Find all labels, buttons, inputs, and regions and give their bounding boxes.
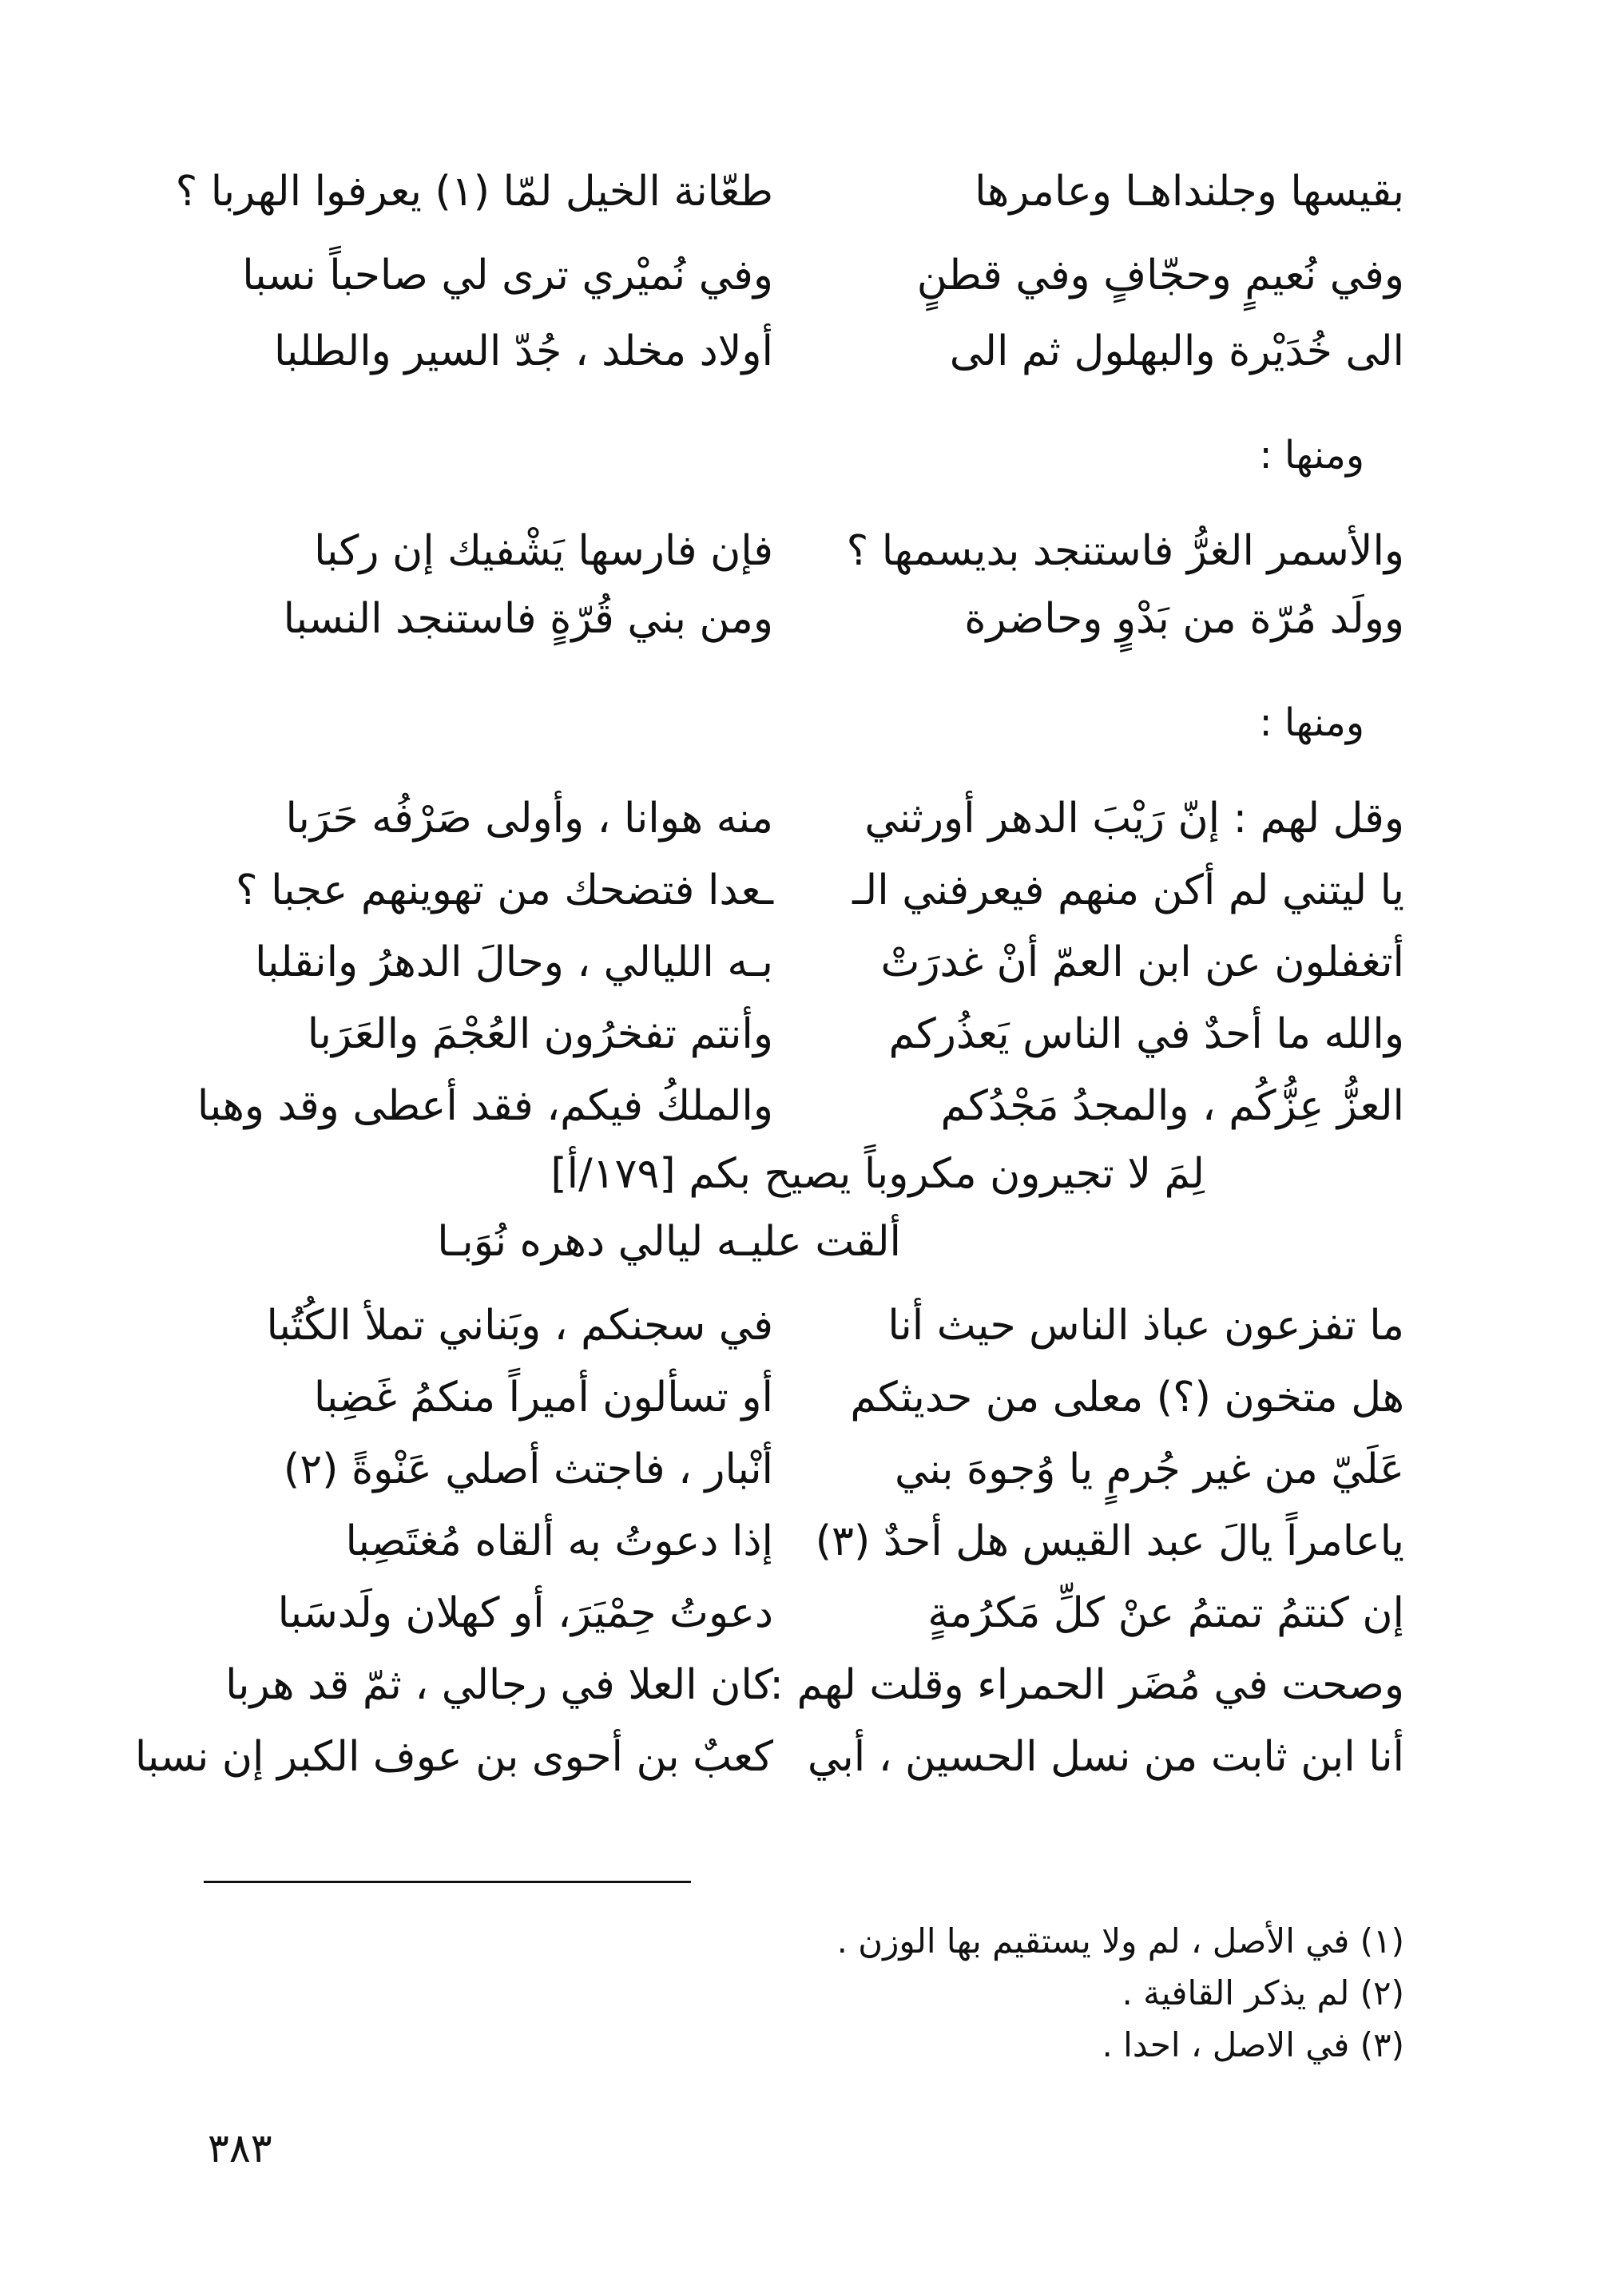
verse-line-left: ومن بني قُرّةٍ فاستنجد النسبا bbox=[283, 595, 773, 643]
verse-line-right: بقيسها وجلنداهـا وعامرها bbox=[975, 168, 1404, 216]
verse-line-left: كان العلا في رجالي ، ثمّ قد هربا bbox=[225, 1661, 773, 1709]
verse-line-left: وأنتم تفخرُون العُجْمَ والعَرَبا bbox=[307, 1010, 773, 1058]
verse-line-left: أو تسألون أميراً منكمُ غَضِبا bbox=[313, 1374, 773, 1422]
verse-line-left: أنْبار ، فاجتث أصلي عَنْوةً (٢) bbox=[283, 1445, 773, 1493]
verse-line-right: هل متخون (؟) معلى من حديثكم bbox=[850, 1374, 1404, 1422]
footnote: (٢) لم يذكر القافية . bbox=[1122, 1973, 1404, 2012]
verse-line-left: فإن فارسها يَشْفيك إن ركبا bbox=[314, 527, 773, 575]
verse-line-right: وولَد مُرّة من بَدْوٍ وحاضرة bbox=[964, 595, 1404, 643]
verse-full-line: لِمَ لا تجيرون مكروباً يصيح بكم [١٧٩/أ] bbox=[550, 1150, 1205, 1198]
verse-line-left: ـعدا فتضحك من تهوينهم عجبا ؟ bbox=[236, 866, 773, 914]
verse-line-left: طعّانة الخيل لمّا (١) يعرفوا الهربا ؟ bbox=[175, 168, 773, 216]
section-heading: ومنها : bbox=[1259, 433, 1364, 478]
verse-line-right: والأسمر الغرُّ فاستنجد بديسمها ؟ bbox=[846, 527, 1404, 575]
footnote: (٣) في الاصل ، احدا . bbox=[1102, 2025, 1404, 2064]
section-heading: ومنها : bbox=[1259, 700, 1364, 745]
verse-line-left: إذا دعوتُ به ألقاه مُغتَصِبا bbox=[345, 1517, 773, 1565]
verse-line-left: منه هوانا ، وأولى صَرْفُه حَرَبا bbox=[285, 795, 773, 843]
footnote: (١) في الأصل ، لم ولا يستقيم بها الوزن . bbox=[836, 1921, 1404, 1961]
verse-line-left: والملكُ فيكم، فقد أعطى وقد وهبا bbox=[197, 1082, 773, 1130]
page-number: ٣٨٣ bbox=[208, 2125, 272, 2171]
verse-line-right: العزُّ عِزُّكُم ، والمجدُ مَجْدُكم bbox=[940, 1082, 1404, 1130]
verse-line-right: أتغفلون عن ابن العمّ أنْ غدرَتْ bbox=[880, 938, 1404, 986]
verse-full-line: ألقت عليـه ليالي دهره نُوَبـا bbox=[437, 1218, 901, 1266]
verse-line-left: وفي نُميْري ترى لي صاحباً نسبا bbox=[242, 252, 773, 299]
verse-line-right: ياعامراً يالَ عبد القيس هل أحدٌ (٣) bbox=[815, 1517, 1404, 1565]
verse-line-right: الى خُدَيْرة والبهلول ثم الى bbox=[949, 327, 1404, 375]
verse-line-left: كعبٌ بن أحوى بن عوف الكبر إن نسبا bbox=[134, 1733, 773, 1781]
verse-line-right: أنا ابن ثابت من نسل الحسين ، أبي bbox=[807, 1733, 1404, 1781]
verse-line-right: وصحت في مُضَر الحمراء وقلت لهم : bbox=[769, 1661, 1404, 1709]
verse-line-left: بـه الليالي ، وحالَ الدهرُ وانقلبا bbox=[255, 938, 773, 986]
footnote-divider bbox=[204, 1881, 691, 1883]
verse-line-right: وقل لهم : إنّ رَيْبَ الدهر أورثني bbox=[864, 795, 1404, 843]
verse-line-right: والله ما أحدٌ في الناس يَعذُركم bbox=[888, 1010, 1404, 1058]
verse-line-right: ما تفزعون عباذ الناس حيث أنا bbox=[887, 1302, 1404, 1350]
verse-line-right: وفي نُعيمٍ وحجّافٍ وفي قطنٍ bbox=[916, 252, 1404, 299]
verse-line-right: يا ليتني لم أكن منهم فيعرفني الـ bbox=[852, 866, 1404, 914]
verse-line-left: في سجنكم ، وبَناني تملأ الكُتُبا bbox=[266, 1302, 773, 1350]
verse-line-left: أولاد مخلد ، جُدّ السير والطلبا bbox=[273, 327, 773, 375]
verse-line-right: إن كنتمُ تمتمُ عنْ كلِّ مَكرُمةٍ bbox=[927, 1589, 1404, 1637]
verse-line-right: عَلَيّ من غير جُرمٍ يا وُجوهَ بني bbox=[895, 1445, 1404, 1493]
verse-line-left: دعوتُ حِمْيَرَ، أو كهلان ولَدسَبا bbox=[277, 1589, 773, 1637]
